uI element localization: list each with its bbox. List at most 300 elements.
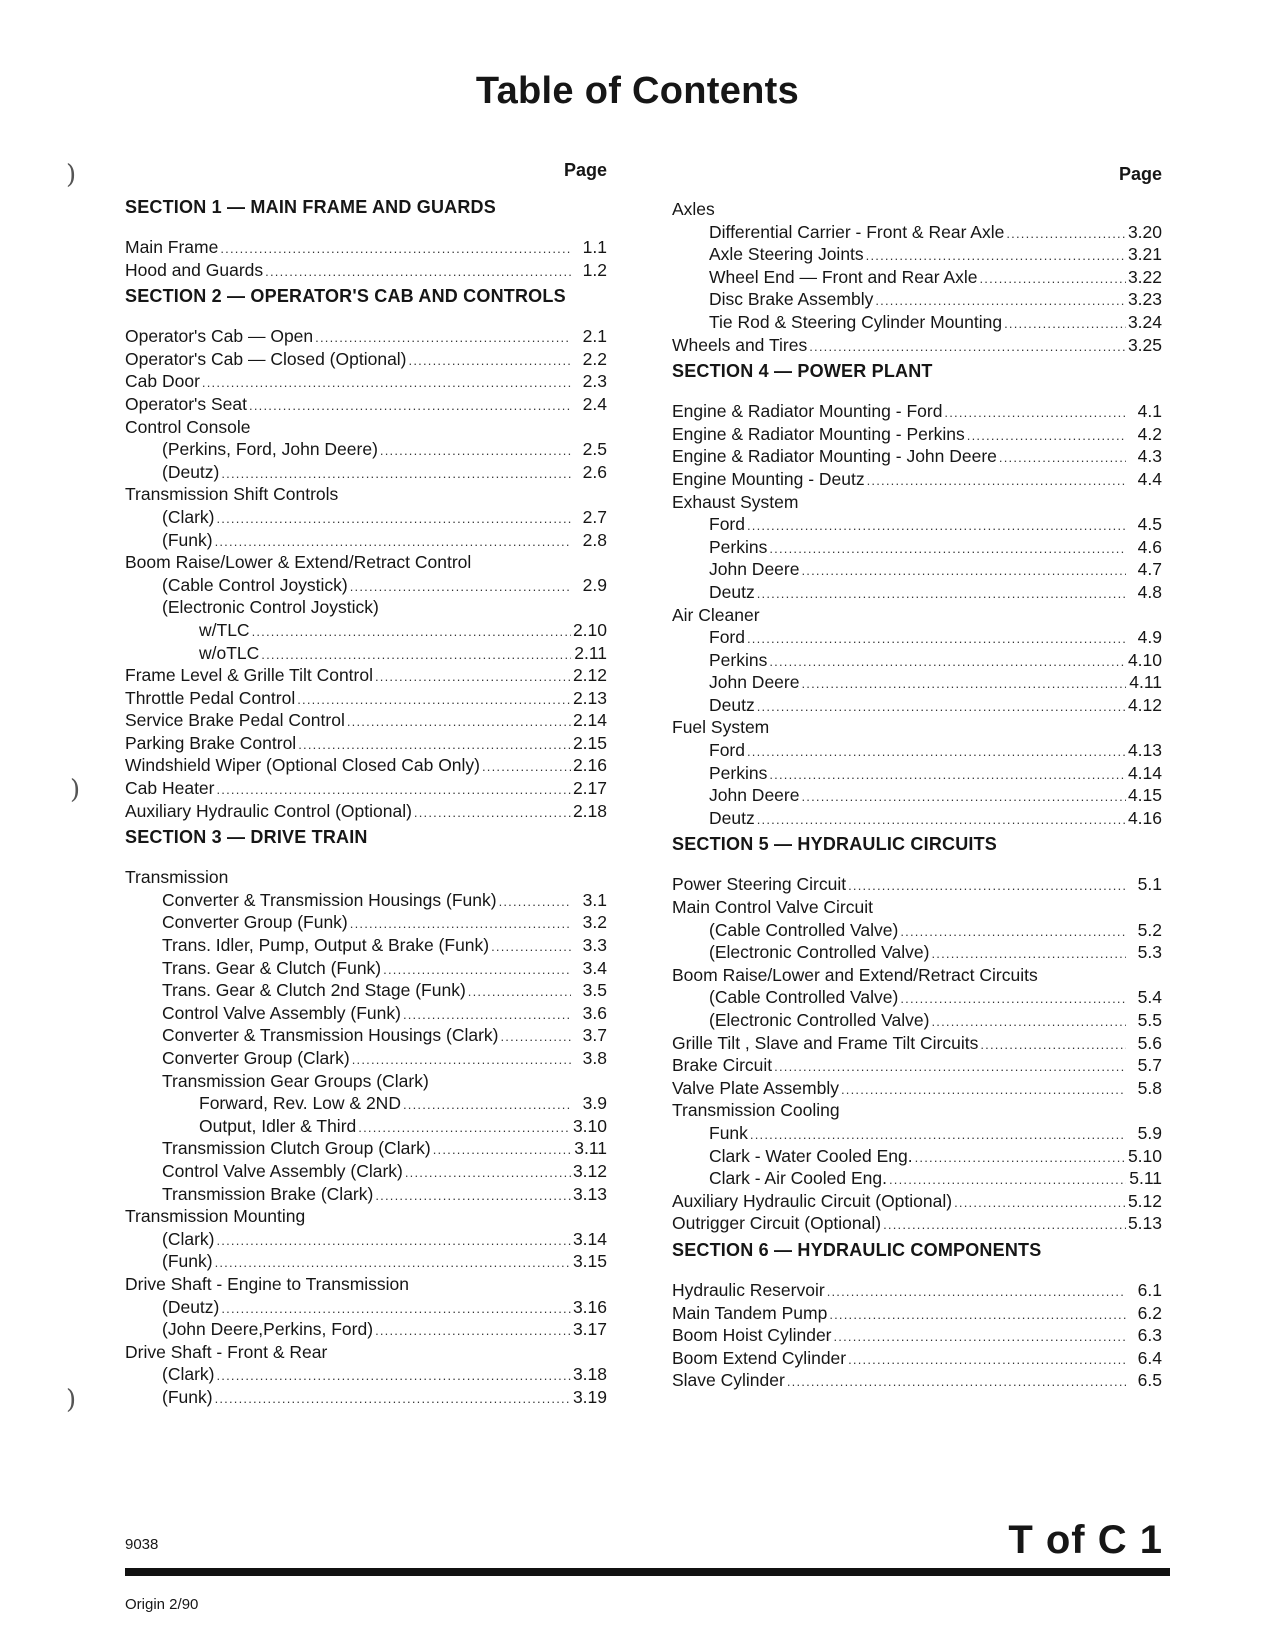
toc-entry-page: 3.24 <box>1127 311 1162 332</box>
origin-date: Origin 2/90 <box>125 1596 199 1613</box>
toc-entry[interactable] <box>672 1279 1162 1302</box>
toc-entry-page: 3.14 <box>572 1228 607 1249</box>
toc-entry-page: 3.19 <box>572 1386 607 1407</box>
toc-entry[interactable] <box>125 642 607 665</box>
dot-leader <box>915 1147 1126 1170</box>
toc-entry[interactable] <box>672 513 1162 536</box>
toc-entry-page: 3.18 <box>572 1364 607 1385</box>
toc-entry[interactable] <box>125 325 607 348</box>
toc-entry[interactable] <box>672 311 1162 334</box>
toc-entry-title: Perkins <box>709 536 768 557</box>
toc-entry-title: Converter Group (Clark) <box>162 1048 350 1068</box>
toc-entry-page: 4.13 <box>1127 740 1162 761</box>
toc-entry-title: Boom Extend Cylinder <box>672 1347 847 1368</box>
toc-entry[interactable] <box>125 1183 607 1206</box>
toc-entry-title: Engine & Radiator Mounting - John Deere <box>672 446 997 467</box>
toc-entry[interactable] <box>125 529 607 552</box>
dot-leader <box>834 1326 1127 1349</box>
toc-entry-page: 3.13 <box>572 1183 607 1204</box>
toc-entry-title: (Clark) <box>162 1228 215 1249</box>
toc-entry[interactable] <box>125 979 607 1002</box>
toc-entry[interactable] <box>125 393 607 416</box>
toc-entry[interactable] <box>672 558 1162 581</box>
section-heading: SECTION 1 — MAIN FRAME AND GUARDS <box>125 197 496 217</box>
dot-leader <box>829 1304 1126 1327</box>
dot-leader <box>809 336 1126 359</box>
toc-left-list <box>125 194 607 1409</box>
toc-entry-page: 3.1 <box>582 889 607 910</box>
toc-entry-title: (Funk) <box>162 1386 213 1407</box>
toc-entry-page: 4.12 <box>1127 694 1162 715</box>
dot-leader <box>297 689 571 712</box>
toc-entry-title: Boom Raise/Lower & Extend/Retract Control <box>125 552 472 573</box>
toc-entry[interactable] <box>125 709 607 732</box>
toc-entry-page: 4.10 <box>1127 649 1162 670</box>
dot-leader <box>883 1214 1126 1237</box>
dot-leader <box>405 1162 571 1185</box>
dot-leader <box>769 764 1126 787</box>
toc-entry-title: Transmission Mounting <box>125 1206 306 1227</box>
dot-leader <box>750 1124 1126 1147</box>
toc-entry-title: Transmission <box>125 867 229 888</box>
toc-entry[interactable] <box>125 483 607 506</box>
dot-leader <box>769 651 1126 674</box>
toc-entry[interactable] <box>125 1228 607 1251</box>
toc-entry-page: 3.21 <box>1127 244 1162 265</box>
toc-entry-page: 4.9 <box>1137 627 1162 648</box>
toc-entry-title: Auxiliary Hydraulic Circuit (Optional) <box>672 1190 953 1211</box>
dot-leader <box>954 1192 1126 1215</box>
toc-entry-title: Deutz <box>709 807 755 828</box>
dot-leader <box>866 245 1126 268</box>
toc-entry-page: 5.4 <box>1137 987 1162 1008</box>
toc-entry[interactable] <box>125 754 607 777</box>
toc-entry-title: Hydraulic Reservoir <box>672 1279 825 1300</box>
toc-entry[interactable] <box>125 438 607 461</box>
toc-entry-title: Wheels and Tires <box>672 334 808 355</box>
toc-entry[interactable] <box>125 1363 607 1386</box>
toc-entry-page: 3.5 <box>582 980 607 1001</box>
toc-entry-title: Engine & Radiator Mounting - Ford <box>672 401 943 422</box>
toc-entry-title: Operator's Cab — Open <box>125 326 314 347</box>
toc-entry-title: Ford <box>709 740 745 761</box>
toc-entry[interactable] <box>672 1099 1162 1122</box>
toc-entry[interactable] <box>125 1002 607 1025</box>
toc-entry[interactable] <box>672 581 1162 604</box>
toc-entry[interactable] <box>125 1296 607 1319</box>
dot-leader <box>215 531 571 554</box>
toc-entry[interactable] <box>672 468 1162 491</box>
toc-entry-page: 3.4 <box>582 957 607 978</box>
dot-leader <box>501 1026 572 1049</box>
toc-entry-title: Drive Shaft - Front & Rear <box>125 1341 328 1362</box>
toc-entry-title: Trans. Gear & Clutch (Funk) <box>162 957 382 978</box>
toc-entry-page: 3.8 <box>582 1048 607 1068</box>
toc-entry-page: 3.25 <box>1127 334 1162 355</box>
dot-leader <box>403 1004 571 1027</box>
toc-entry[interactable] <box>125 866 607 889</box>
dot-leader <box>848 875 1126 898</box>
toc-entry[interactable] <box>672 1077 1162 1100</box>
dot-leader <box>747 515 1126 538</box>
toc-entry[interactable] <box>125 800 607 823</box>
page-column-label: Page <box>1118 164 1162 184</box>
page-column-label: Page <box>563 160 607 180</box>
toc-entry-page: 6.3 <box>1137 1325 1162 1346</box>
dot-leader <box>252 621 571 644</box>
toc-entry[interactable] <box>672 941 1162 964</box>
toc-entry-title: Power Steering Circuit <box>672 874 847 895</box>
toc-entry[interactable] <box>672 1369 1162 1392</box>
dot-leader <box>757 583 1126 606</box>
dot-leader <box>801 560 1126 583</box>
toc-entry[interactable] <box>125 1205 607 1228</box>
binder-hole-mark: ) <box>70 775 81 805</box>
toc-entry-title: Tie Rod & Steering Cylinder Mounting <box>709 311 1003 332</box>
toc-entry-page: 3.20 <box>1127 221 1162 242</box>
toc-entry[interactable] <box>125 1273 607 1296</box>
toc-entry-title: (Electronic Controlled Valve) <box>709 1010 930 1030</box>
toc-entry[interactable] <box>125 1047 607 1070</box>
toc-entry-page: 4.15 <box>1127 785 1162 806</box>
toc-entry[interactable] <box>125 1318 607 1341</box>
toc-entry-title: Boom Raise/Lower and Extend/Retract Circuits <box>672 964 1038 985</box>
toc-entry[interactable] <box>125 1092 607 1115</box>
toc-entry-page: 5.10 <box>1127 1145 1162 1166</box>
toc-entry[interactable] <box>672 1122 1162 1145</box>
dot-leader <box>217 779 571 802</box>
toc-entry[interactable] <box>672 762 1162 785</box>
toc-entry-page: 4.2 <box>1137 423 1162 444</box>
dot-leader <box>801 786 1125 809</box>
toc-entry-title: (Funk) <box>162 529 213 550</box>
dot-leader <box>867 470 1126 493</box>
toc-entry[interactable] <box>672 400 1162 423</box>
toc-entry[interactable] <box>125 664 607 687</box>
toc-entry[interactable] <box>672 1009 1162 1032</box>
toc-entry-page: 2.16 <box>572 755 607 776</box>
toc-entry[interactable] <box>672 716 1162 739</box>
toc-entry[interactable] <box>125 777 607 800</box>
toc-entry-title: (Electronic Control Joystick) <box>162 597 379 618</box>
dot-leader <box>217 1365 571 1388</box>
toc-entry[interactable] <box>672 896 1162 919</box>
toc-entry[interactable] <box>672 334 1162 357</box>
toc-entry[interactable] <box>672 1167 1162 1190</box>
dot-leader <box>298 734 571 757</box>
toc-entry[interactable] <box>672 445 1162 468</box>
toc-entry-title: Control Valve Assembly (Funk) <box>162 1002 401 1023</box>
dot-leader <box>757 809 1126 832</box>
toc-entry[interactable] <box>125 687 607 710</box>
toc-entry[interactable] <box>672 964 1162 987</box>
toc-entry-page: 3.15 <box>572 1251 607 1272</box>
toc-entry[interactable] <box>672 1032 1162 1055</box>
toc-entry-title: w/oTLC <box>199 642 260 663</box>
toc-entry-title: Wheel End — Front and Rear Axle <box>709 266 978 287</box>
toc-entry[interactable] <box>672 694 1162 717</box>
toc-entry[interactable] <box>672 266 1162 289</box>
toc-entry-title: Axles <box>672 199 715 219</box>
page-title: Table of Contents <box>475 70 800 112</box>
section-heading: SECTION 3 — DRIVE TRAIN <box>125 827 368 848</box>
toc-entry[interactable] <box>672 1347 1162 1370</box>
dot-leader <box>383 959 571 982</box>
toc-entry[interactable] <box>125 259 607 282</box>
dot-leader <box>801 673 1126 696</box>
dot-leader <box>220 238 571 261</box>
toc-entry[interactable] <box>672 1212 1162 1235</box>
dot-leader <box>747 741 1126 764</box>
toc-entry[interactable] <box>125 1024 607 1047</box>
toc-entry[interactable] <box>125 1341 607 1364</box>
toc-entry[interactable] <box>125 1250 607 1273</box>
dot-leader <box>217 508 572 531</box>
toc-entry-title: Throttle Pedal Control <box>125 687 296 708</box>
toc-entry-title: Converter Group (Funk) <box>162 912 348 933</box>
toc-entry[interactable] <box>125 1137 607 1160</box>
dot-leader <box>769 538 1126 561</box>
toc-entry-title: Deutz <box>709 581 755 602</box>
toc-entry-page: 4.1 <box>1137 401 1162 422</box>
toc-entry[interactable] <box>672 671 1162 694</box>
toc-entry[interactable] <box>672 626 1162 649</box>
dot-leader <box>358 1117 571 1140</box>
toc-entry-page: 3.17 <box>572 1319 607 1340</box>
dot-leader <box>967 425 1126 448</box>
toc-entry[interactable] <box>125 236 607 259</box>
toc-entry-title: Service Brake Pedal Control <box>125 710 345 731</box>
dot-leader <box>980 1034 1126 1057</box>
toc-entry-title: Ford <box>709 627 745 648</box>
dot-leader <box>217 1230 571 1253</box>
toc-entry[interactable] <box>672 649 1162 672</box>
toc-entry-title: Funk <box>709 1122 748 1143</box>
toc-entry[interactable] <box>672 784 1162 807</box>
toc-entry-page: 5.13 <box>1127 1213 1162 1234</box>
toc-entry[interactable] <box>125 1115 607 1138</box>
dot-leader <box>889 1169 1126 1192</box>
toc-entry[interactable] <box>125 889 607 912</box>
toc-entry[interactable] <box>672 919 1162 942</box>
toc-entry-page: 3.2 <box>582 912 607 933</box>
toc-entry-page: 3.22 <box>1127 266 1162 287</box>
toc-entry[interactable] <box>125 416 607 439</box>
section-heading: SECTION 4 — POWER PLANT <box>672 361 933 382</box>
toc-entry-page: 2.13 <box>572 687 607 708</box>
toc-entry-page: 6.1 <box>1137 1279 1162 1300</box>
toc-entry-title: Transmission Clutch Group (Clark) <box>162 1138 431 1159</box>
dot-leader <box>350 576 571 599</box>
toc-entry-page: 4.14 <box>1127 762 1162 783</box>
toc-entry-page: 1.1 <box>582 237 607 257</box>
dot-leader <box>944 402 1126 425</box>
dot-leader <box>900 921 1126 944</box>
toc-entry[interactable] <box>672 423 1162 446</box>
toc-entry-title: Grille Tilt , Slave and Frame Tilt Circuits <box>672 1032 979 1053</box>
toc-entry[interactable] <box>672 739 1162 762</box>
toc-entry-page: 4.3 <box>1137 446 1162 467</box>
toc-entry-title: Parking Brake Control <box>125 732 297 753</box>
toc-entry-title: (John Deere,Perkins, Ford) <box>162 1319 374 1340</box>
toc-entry-title: Transmission Gear Groups (Clark) <box>162 1070 429 1091</box>
dot-leader <box>403 1094 571 1117</box>
toc-entry-title: Main Frame <box>125 237 219 257</box>
dot-leader <box>468 981 571 1004</box>
toc-entry-title: Outrigger Circuit (Optional) <box>672 1213 882 1234</box>
dot-leader <box>350 913 571 936</box>
dot-leader <box>375 1185 571 1208</box>
toc-entry[interactable] <box>125 461 607 484</box>
toc-entry-title: w/TLC <box>199 619 250 640</box>
toc-entry[interactable] <box>125 596 607 619</box>
toc-entry[interactable] <box>672 491 1162 514</box>
toc-entry-page: 6.2 <box>1137 1302 1162 1323</box>
toc-entry-title: Fuel System <box>672 717 770 738</box>
toc-entry-page: 2.1 <box>582 326 607 347</box>
toc-entry[interactable] <box>125 1160 607 1183</box>
toc-entry-title: Frame Level & Grille Tilt Control <box>125 665 373 686</box>
toc-entry-page: 3.6 <box>582 1002 607 1023</box>
toc-entry-title: Brake Circuit <box>672 1055 773 1076</box>
toc-entry[interactable] <box>672 873 1162 896</box>
toc-entry-page: 3.9 <box>582 1093 607 1114</box>
toc-entry-title: Transmission Shift Controls <box>125 484 339 505</box>
binder-hole-mark: ) <box>66 160 77 190</box>
dot-leader <box>931 943 1126 966</box>
dot-leader <box>979 268 1125 291</box>
dot-leader <box>827 1281 1126 1304</box>
dot-leader <box>848 1349 1126 1372</box>
toc-entry-title: (Deutz) <box>162 1296 220 1317</box>
toc-entry-page: 4.11 <box>1129 672 1162 693</box>
document-number: 9038 <box>125 1536 159 1553</box>
toc-entry[interactable] <box>672 604 1162 627</box>
toc-entry[interactable] <box>125 911 607 934</box>
dot-leader <box>261 644 571 667</box>
toc-entry-page: 3.16 <box>572 1296 607 1317</box>
toc-entry-title: Transmission Cooling <box>672 1100 840 1121</box>
toc-entry[interactable] <box>672 198 1162 221</box>
toc-entry-title: Perkins <box>709 649 768 670</box>
toc-entry-page: 2.11 <box>574 642 607 663</box>
dot-leader <box>747 628 1126 651</box>
toc-entry-title: Slave Cylinder <box>672 1370 785 1391</box>
toc-entry[interactable] <box>125 957 607 980</box>
toc-entry-page: 4.4 <box>1137 468 1162 489</box>
toc-entry-page: 2.5 <box>582 439 607 460</box>
toc-entry-page: 1.2 <box>582 259 607 280</box>
toc-entry[interactable] <box>125 934 607 957</box>
toc-entry[interactable] <box>672 807 1162 830</box>
toc-entry-title: Drive Shaft - Engine to Transmission <box>125 1273 410 1294</box>
toc-entry-title: (Cable Control Joystick) <box>162 574 348 595</box>
toc-entry-page: 2.2 <box>582 348 607 369</box>
toc-entry-title: John Deere <box>709 785 800 806</box>
toc-entry[interactable] <box>125 619 607 642</box>
toc-entry-page: 4.7 <box>1137 559 1162 580</box>
toc-entry-title: Clark - Water Cooled Eng. <box>709 1145 913 1166</box>
toc-entry[interactable] <box>672 243 1162 266</box>
dot-leader <box>1004 313 1126 336</box>
toc-entry[interactable] <box>672 1054 1162 1077</box>
toc-entry[interactable] <box>672 986 1162 1009</box>
dot-leader <box>1006 223 1126 246</box>
toc-entry[interactable] <box>125 506 607 529</box>
dot-leader <box>249 395 571 418</box>
binder-hole-mark: ) <box>66 1385 77 1415</box>
dot-leader <box>999 447 1126 470</box>
toc-entry-page: 2.17 <box>572 778 607 799</box>
toc-entry[interactable] <box>672 1302 1162 1325</box>
toc-entry[interactable] <box>672 1324 1162 1347</box>
dot-leader <box>491 936 571 959</box>
toc-entry[interactable] <box>125 732 607 755</box>
toc-entry[interactable] <box>125 551 607 574</box>
toc-entry-page: 2.12 <box>572 665 607 686</box>
dot-leader <box>499 891 571 914</box>
toc-entry-title: Main Control Valve Circuit <box>672 897 873 918</box>
toc-entry-title: Operator's Cab — Closed (Optional) <box>125 348 407 369</box>
toc-entry-title: Perkins <box>709 762 768 783</box>
toc-entry-title: Auxiliary Hydraulic Control (Optional) <box>125 800 412 821</box>
toc-entry-page: 2.9 <box>582 574 607 595</box>
toc-entry-title: (Cable Controlled Valve) <box>709 987 899 1008</box>
toc-entry-title: Clark - Air Cooled Eng. <box>709 1168 887 1189</box>
toc-entry-title: Operator's Seat <box>125 393 248 414</box>
dot-leader <box>221 463 571 486</box>
toc-entry-title: Output, Idler & Third <box>199 1115 357 1136</box>
toc-entry-title: (Clark) <box>162 1364 215 1385</box>
toc-entry-page: 5.6 <box>1137 1032 1162 1053</box>
toc-entry-page: 5.3 <box>1137 942 1162 963</box>
toc-entry[interactable] <box>672 288 1162 311</box>
toc-entry-page: 3.11 <box>574 1138 607 1159</box>
toc-entry-page: 6.4 <box>1137 1347 1162 1368</box>
toc-entry-page: 2.3 <box>582 371 607 392</box>
toc-entry-page: 2.10 <box>572 619 607 640</box>
dot-leader <box>265 261 571 284</box>
dot-leader <box>482 756 571 779</box>
dot-leader <box>757 696 1126 719</box>
toc-entry[interactable] <box>672 536 1162 559</box>
toc-entry-page: 5.9 <box>1137 1122 1162 1143</box>
toc-entry[interactable] <box>125 370 607 393</box>
toc-entry-title: Transmission Brake (Clark) <box>162 1183 374 1204</box>
toc-entry[interactable] <box>125 574 607 597</box>
toc-entry[interactable] <box>125 1386 607 1409</box>
toc-entry-title: Trans. Gear & Clutch 2nd Stage (Funk) <box>162 980 466 1001</box>
toc-entry[interactable] <box>672 1145 1162 1168</box>
dot-leader <box>414 802 571 825</box>
toc-entry[interactable] <box>125 348 607 371</box>
toc-entry[interactable] <box>125 1070 607 1093</box>
dot-leader <box>875 290 1126 313</box>
dot-leader <box>409 350 571 373</box>
toc-entry[interactable] <box>672 1190 1162 1213</box>
toc-entry-title: Converter & Transmission Housings (Funk) <box>162 889 497 910</box>
dot-leader <box>433 1139 571 1162</box>
toc-entry-page: 3.12 <box>572 1160 607 1181</box>
toc-entry-page: 5.5 <box>1137 1010 1162 1030</box>
toc-entry-page: 3.7 <box>582 1025 607 1046</box>
dot-leader <box>841 1079 1126 1102</box>
toc-right-list <box>672 198 1162 1392</box>
toc-entry[interactable] <box>672 221 1162 244</box>
dot-leader <box>774 1056 1126 1079</box>
toc-entry-title: Ford <box>709 514 745 535</box>
toc-entry-title: Air Cleaner <box>672 604 760 625</box>
